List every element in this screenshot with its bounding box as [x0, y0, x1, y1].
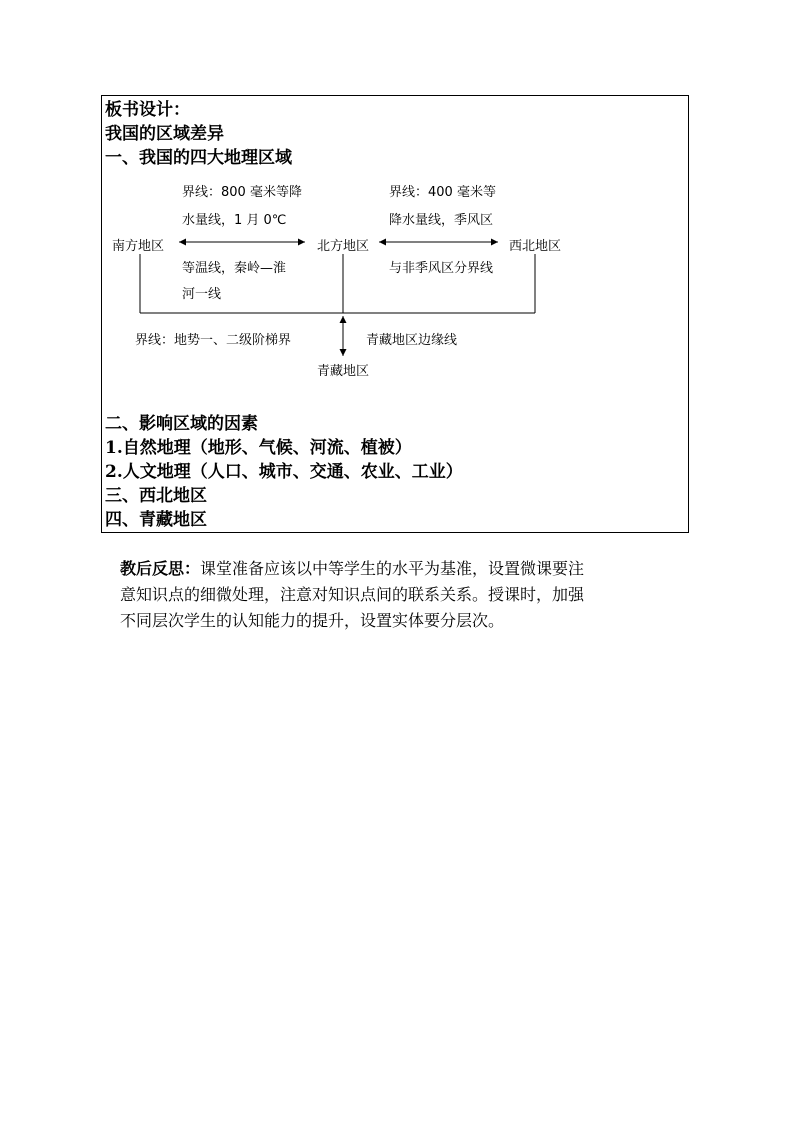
arrowhead-right-icon [298, 239, 305, 246]
reflection-text: 课堂准备应该以中等学生的水平为基准，设置微课要注 [200, 559, 585, 578]
arrowhead-left-icon [179, 239, 186, 246]
boundary-north-northwest-text: 降水量线，季风区 [389, 213, 494, 228]
reflection-line-2: 意知识点的细微处理，注意对知识点间的联系关系。授课时，加强 [120, 585, 585, 604]
section-heading-1: 一、我国的四大地理区域 [105, 148, 292, 168]
lesson-topic: 我国的区域差异 [105, 124, 224, 144]
board-title: 板书设计： [105, 100, 190, 120]
arrowhead-down-icon [340, 349, 347, 356]
boundary-south-north-text: 河一线 [182, 287, 222, 302]
region-northwest: 西北地区 [509, 239, 562, 254]
reflection-line-1 [120, 556, 668, 582]
boundary-south-north-text: 界线：800 毫米等降 [182, 185, 302, 200]
boundary-north-northwest-text: 界线：400 毫米等 [389, 185, 496, 200]
boundary-south-north-text: 等温线，秦岭—淮 [182, 261, 287, 276]
reflection-label: 教后反思： [120, 559, 201, 578]
section-heading-2: 二、影响区域的因素 [105, 414, 258, 434]
section-heading-4: 四、青藏地区 [105, 510, 207, 530]
board-design-box [101, 95, 689, 533]
factor-item-1: 1.自然地理（地形、气候、河流、植被） [105, 438, 412, 458]
region-qinghai-tibet: 青藏地区 [317, 364, 370, 379]
teaching-reflection [120, 556, 668, 634]
arrowhead-left-icon [379, 239, 386, 246]
section-heading-3: 三、西北地区 [105, 486, 207, 506]
arrowhead-up-icon [340, 316, 347, 323]
region-north: 北方地区 [317, 239, 370, 254]
region-south: 南方地区 [112, 239, 165, 254]
reflection-line-3: 不同层次学生的认知能力的提升，设置实体要分层次。 [120, 611, 505, 630]
boundary-qinghai-tibet-right-text: 青藏地区边缘线 [366, 333, 458, 348]
region-diagram-lines [102, 96, 688, 396]
boundary-north-northwest-text: 与非季风区分界线 [389, 261, 494, 276]
boundary-south-north-text: 水量线，1 月 0℃ [182, 213, 287, 228]
boundary-qinghai-tibet-left-text: 界线：地势一、二级阶梯界 [135, 333, 292, 348]
arrowhead-right-icon [491, 239, 498, 246]
factor-item-2: 2.人文地理（人口、城市、交通、农业、工业） [105, 462, 463, 482]
